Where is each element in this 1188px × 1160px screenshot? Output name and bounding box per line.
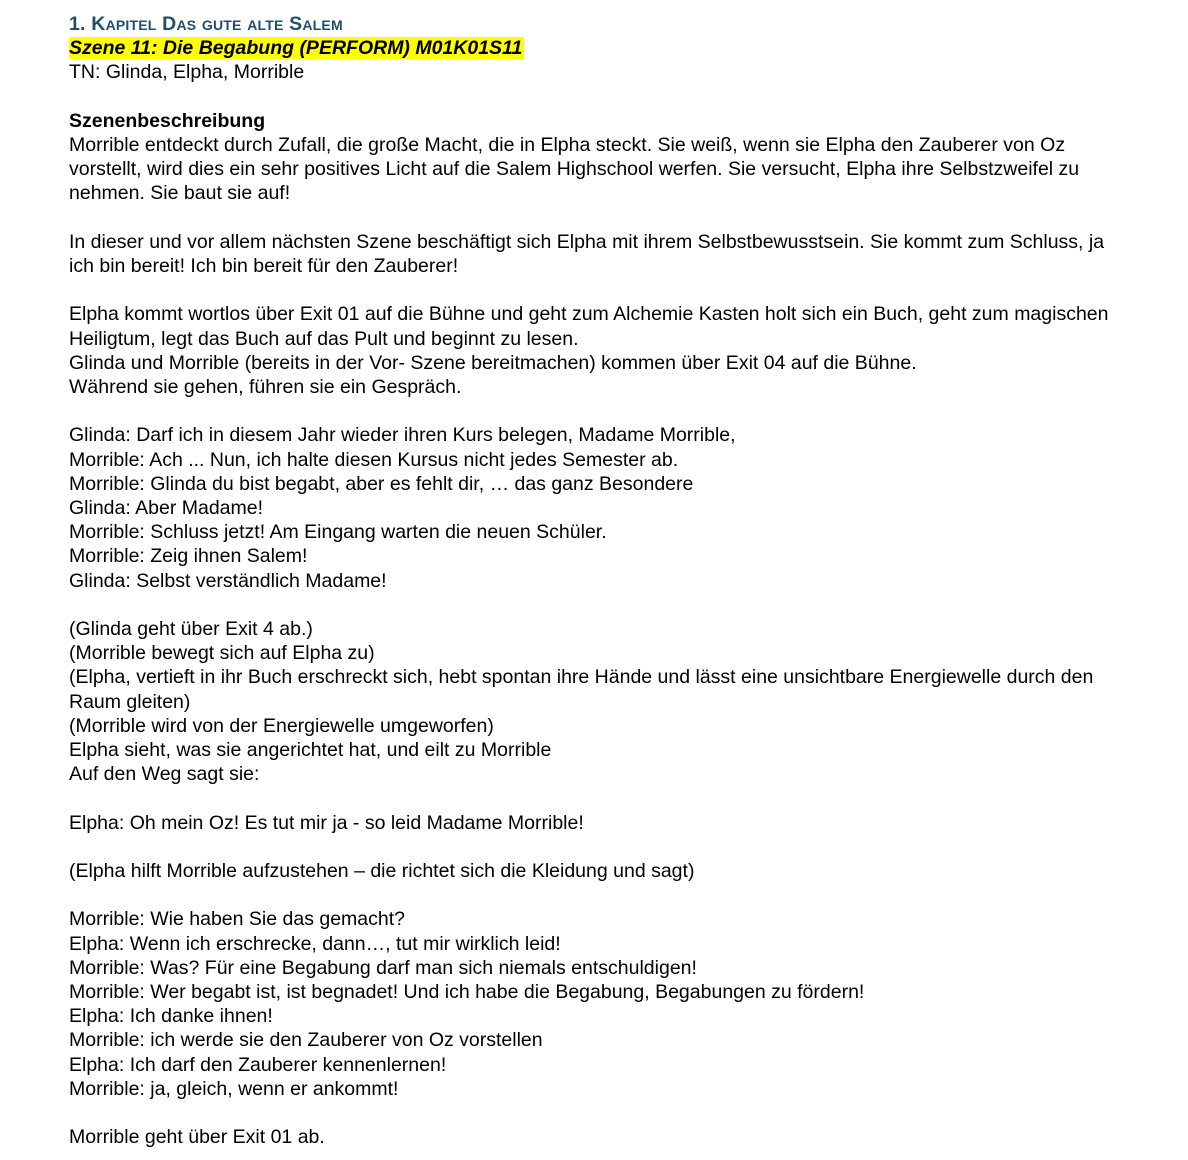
stage-direction-entry-1: Elpha kommt wortlos über Exit 01 auf die Bühne und geht zum Alchemie Kasten holt sich ein Buch, geht zum magischen Heiligtum, legt das Buch auf das Pult und beginnt zu lesen. [69,303,1109,350]
chapter-heading: 1. Kapitel Das gute alte Salem [69,13,343,35]
blank-line [69,206,1129,230]
blank-line [69,399,1129,423]
dialogue-line: Glinda: Darf ich in diesem Jahr wieder ihren Kurs belegen, Madame Morrible, [69,424,736,447]
dialogue-line: Elpha: Ich darf den Zauberer kennenlernen! [69,1053,447,1076]
stage-direction-line: (Morrible bewegt sich auf Elpha zu) [69,642,375,665]
stage-direction-line: (Elpha, vertieft in ihr Buch erschreckt sich, hebt spontan ihre Hände und lässt eine unsichtbare Energiewelle durch den Raum gleiten) [69,666,1094,713]
stage-direction-line: Elpha sieht, was sie angerichtet hat, und eilt zu Morrible [69,739,552,761]
dialogue-line: Glinda: Aber Madame! [69,496,264,519]
dialogue-line: Elpha: Wenn ich erschrecke, dann…, tut mir wirklich leid! [69,932,561,955]
stage-direction-line: (Glinda geht über Exit 4 ab.) [69,617,313,640]
dialogue-line: Morrible: Glinda du bist begabt, aber es fehlt dir, … das ganz Besondere [69,472,694,495]
dialogue-line: Elpha: Oh mein Oz! Es tut mir ja - so leid Madame Morrible! [69,811,584,834]
stage-direction-entry-2: Glinda und Morrible (bereits in der Vor- Szene bereitmachen) kommen über Exit 04 auf die Bühne. [69,351,917,374]
blank-line [69,835,1129,859]
blank-line [69,1101,1129,1125]
stage-direction-line: (Morrible wird von der Energiewelle umgeworfen) [69,714,494,737]
dialogue-line: Morrible: Was? Für eine Begabung darf man sich niemals entschuldigen! [69,956,697,979]
description-paragraph-2: In dieser und vor allem nächsten Szene beschäftigt sich Elpha mit ihrem Selbstbewusstsein. Sie kommt zum Schluss, ja ich bin bereit! Ich bin bereit für den Zauberer! [69,230,1105,277]
dialogue-line: Glinda: Selbst verständlich Madame! [69,569,387,592]
stage-direction-entry-3: Während sie gehen, führen sie ein Gespräch. [69,375,462,398]
dialogue-line: Morrible: ja, gleich, wenn er ankommt! [69,1077,399,1100]
final-stage-direction: Morrible geht über Exit 01 ab. [69,1126,325,1149]
stage-direction-line: Auf den Weg sagt sie: [69,763,260,786]
blank-line [69,593,1129,617]
scene-heading-row [69,36,1129,60]
dialogue-line: Morrible: Wer begabt ist, ist begnadet! Und ich habe die Begabung, Begabungen zu fördern! [69,980,865,1003]
document-page [69,12,1129,1149]
dialogue-line: Morrible: Zeig ihnen Salem! [69,545,308,568]
blank-line [69,883,1129,907]
dialogue-line: Morrible: Ach ... Nun, ich halte diesen Kursus nicht jedes Semester ab. [69,448,679,471]
dialogue-line: Morrible: Wie haben Sie das gemacht? [69,908,406,931]
dialogue-line: Morrible: Schluss jetzt! Am Eingang warten die neuen Schüler. [69,521,607,544]
participants-line: TN: Glinda, Elpha, Morrible [69,61,305,84]
blank-line [69,278,1129,302]
blank-line [69,786,1129,810]
stage-direction-line: (Elpha hilft Morrible aufzustehen – die richtet sich die Kleidung und sagt) [69,859,695,882]
description-title: Szenenbeschreibung [69,109,266,132]
description-paragraph-1: Morrible entdeckt durch Zufall, die große Macht, die in Elpha steckt. Sie weiß, wenn sie Elpha den Zauberer von Oz vorstellt, wird dies ein sehr positives Licht auf die Salem Highschool werfen. Sie versucht, Elpha ihre Selbstzweifel zu nehmen. Sie baut sie auf! [69,133,1080,205]
scene-heading: Szene 11: Die Begabung (PERFORM) M01K01S11 [69,37,523,60]
dialogue-line: Elpha: Ich danke ihnen! [69,1005,273,1028]
blank-line [69,85,1129,109]
dialogue-line: Morrible: ich werde sie den Zauberer von Oz vorstellen [69,1029,543,1052]
